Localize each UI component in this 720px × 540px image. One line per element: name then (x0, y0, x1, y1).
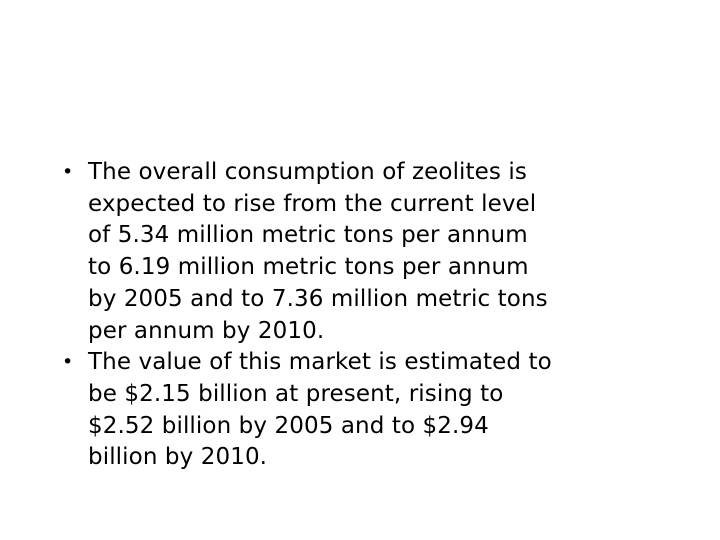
bullet-text-line: per annum by 2010. (88, 317, 325, 344)
bullet-text-line: billion by 2010. (88, 444, 268, 471)
bullet-item-consumption (62, 157, 662, 347)
bullet-marker: • (62, 351, 74, 374)
bullet-text-line: expected to rise from the current level (88, 190, 537, 217)
bullet-text-line: by 2005 and to 7.36 million metric tons (88, 285, 548, 312)
bullet-text-line: The value of this market is estimated to (88, 349, 552, 376)
bullet-item-market-value (62, 347, 662, 474)
bullet-text-line: The overall consumption of zeolites is (88, 159, 527, 185)
bullet-text-line: of 5.34 million metric tons per annum (88, 222, 528, 249)
bullet-marker: • (62, 161, 74, 183)
bullet-text-line: to 6.19 million metric tons per annum (88, 254, 529, 281)
bullet-text-line: $2.52 billion by 2005 and to $2.94 (88, 412, 489, 439)
bullet-list (62, 157, 662, 474)
bullet-text-line: be $2.15 billion at present, rising to (88, 380, 504, 407)
